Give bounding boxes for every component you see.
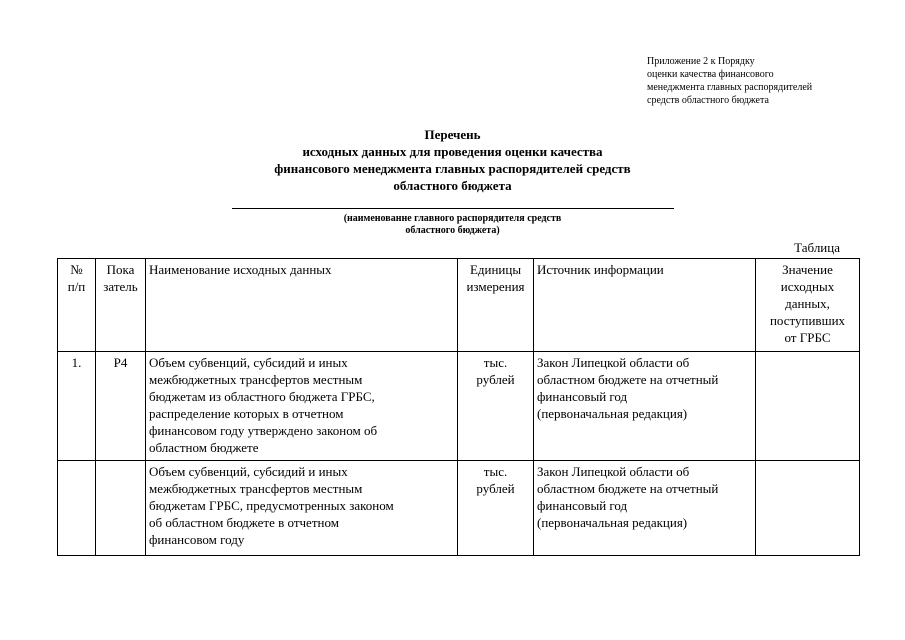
title-line: областного бюджета (393, 178, 512, 193)
appendix-note (647, 55, 812, 107)
header-text: поступивших (769, 313, 846, 328)
header-text: исходных (780, 279, 835, 294)
cell-line: рублей (476, 372, 515, 387)
cell-line: финансовом году (149, 532, 245, 547)
cell-line: (первоначальная редакция) (537, 406, 688, 421)
caption-line: (наименованне главного распорядителя средств (343, 213, 562, 224)
cell-line: об областном бюджете в отчетном (149, 515, 339, 530)
table-header-row (58, 259, 860, 352)
cell-value (756, 352, 860, 461)
header-source (534, 259, 756, 352)
cell-line: рублей (476, 481, 515, 496)
header-text: Наименование исходных данных (149, 262, 332, 277)
table-row (58, 352, 860, 461)
header-text: Пока (106, 262, 135, 277)
cell-line: областном бюджете на отчетный (537, 372, 719, 387)
appendix-line: средств областного бюджета (647, 95, 769, 106)
cell-line: областном бюджете (149, 440, 259, 455)
cell-line: финансовый год (537, 389, 628, 404)
caption-line: областного бюджета) (405, 225, 500, 236)
cell-unit (458, 461, 534, 556)
fill-in-line (232, 208, 674, 209)
cell-line: (первоначальная редакция) (537, 515, 688, 530)
appendix-line: менеджмента главных распорядителей (647, 82, 813, 93)
appendix-line: Приложение 2 к Порядку (647, 56, 755, 67)
header-num (58, 259, 96, 352)
cell-line: тыс. (483, 464, 508, 479)
header-indicator (96, 259, 146, 352)
table-caption: Таблица (794, 240, 840, 255)
cell-indicator: P4 (96, 352, 146, 461)
cell-line: бюджетам из областного бюджета ГРБС, (149, 389, 375, 404)
cell-source (534, 352, 756, 461)
cell-source (534, 461, 756, 556)
cell-line: Закон Липецкой области об (537, 355, 690, 370)
cell-line: распределение которых в отчетном (149, 406, 344, 421)
title-line: Перечень (424, 127, 481, 142)
cell-unit (458, 352, 534, 461)
cell-name (146, 352, 458, 461)
cell-line: областном бюджете на отчетный (537, 481, 719, 496)
table-row (58, 461, 860, 556)
header-text: п/п (67, 279, 86, 294)
header-name (146, 259, 458, 352)
cell-line: Объем субвенций, субсидий и иных (149, 355, 348, 370)
cell-line: бюджетам ГРБС, предусмотренных законом (149, 498, 394, 513)
cell-line: тыс. (483, 355, 508, 370)
title-line: исходных данных для проведения оценки качества (302, 144, 603, 159)
header-text: измерения (466, 279, 525, 294)
cell-num (58, 461, 96, 556)
document-title (0, 126, 905, 194)
header-unit (458, 259, 534, 352)
cell-value (756, 461, 860, 556)
header-value (756, 259, 860, 352)
cell-line: финансовом году утверждено законом об (149, 423, 378, 438)
header-text: Источник информации (537, 262, 664, 277)
header-text: от ГРБС (784, 330, 831, 345)
cell-line: межбюджетных трансфертов местным (149, 481, 363, 496)
cell-line: межбюджетных трансфертов местным (149, 372, 363, 387)
cell-num: 1. (58, 352, 96, 461)
cell-line: Закон Липецкой области об (537, 464, 690, 479)
header-text: данных, (785, 296, 830, 311)
cell-name (146, 461, 458, 556)
header-text: затель (103, 279, 138, 294)
title-line: финансового менеджмента главных распорядителей средств (274, 161, 631, 176)
cell-line: финансовый год (537, 498, 628, 513)
data-table (57, 258, 860, 556)
appendix-line: оценки качества финансового (647, 69, 774, 80)
cell-line: Объем субвенций, субсидий и иных (149, 464, 348, 479)
header-text: Значение (782, 262, 833, 277)
fill-in-caption (0, 213, 905, 237)
header-text: № (70, 262, 83, 277)
cell-indicator (96, 461, 146, 556)
header-text: Единицы (469, 262, 522, 277)
